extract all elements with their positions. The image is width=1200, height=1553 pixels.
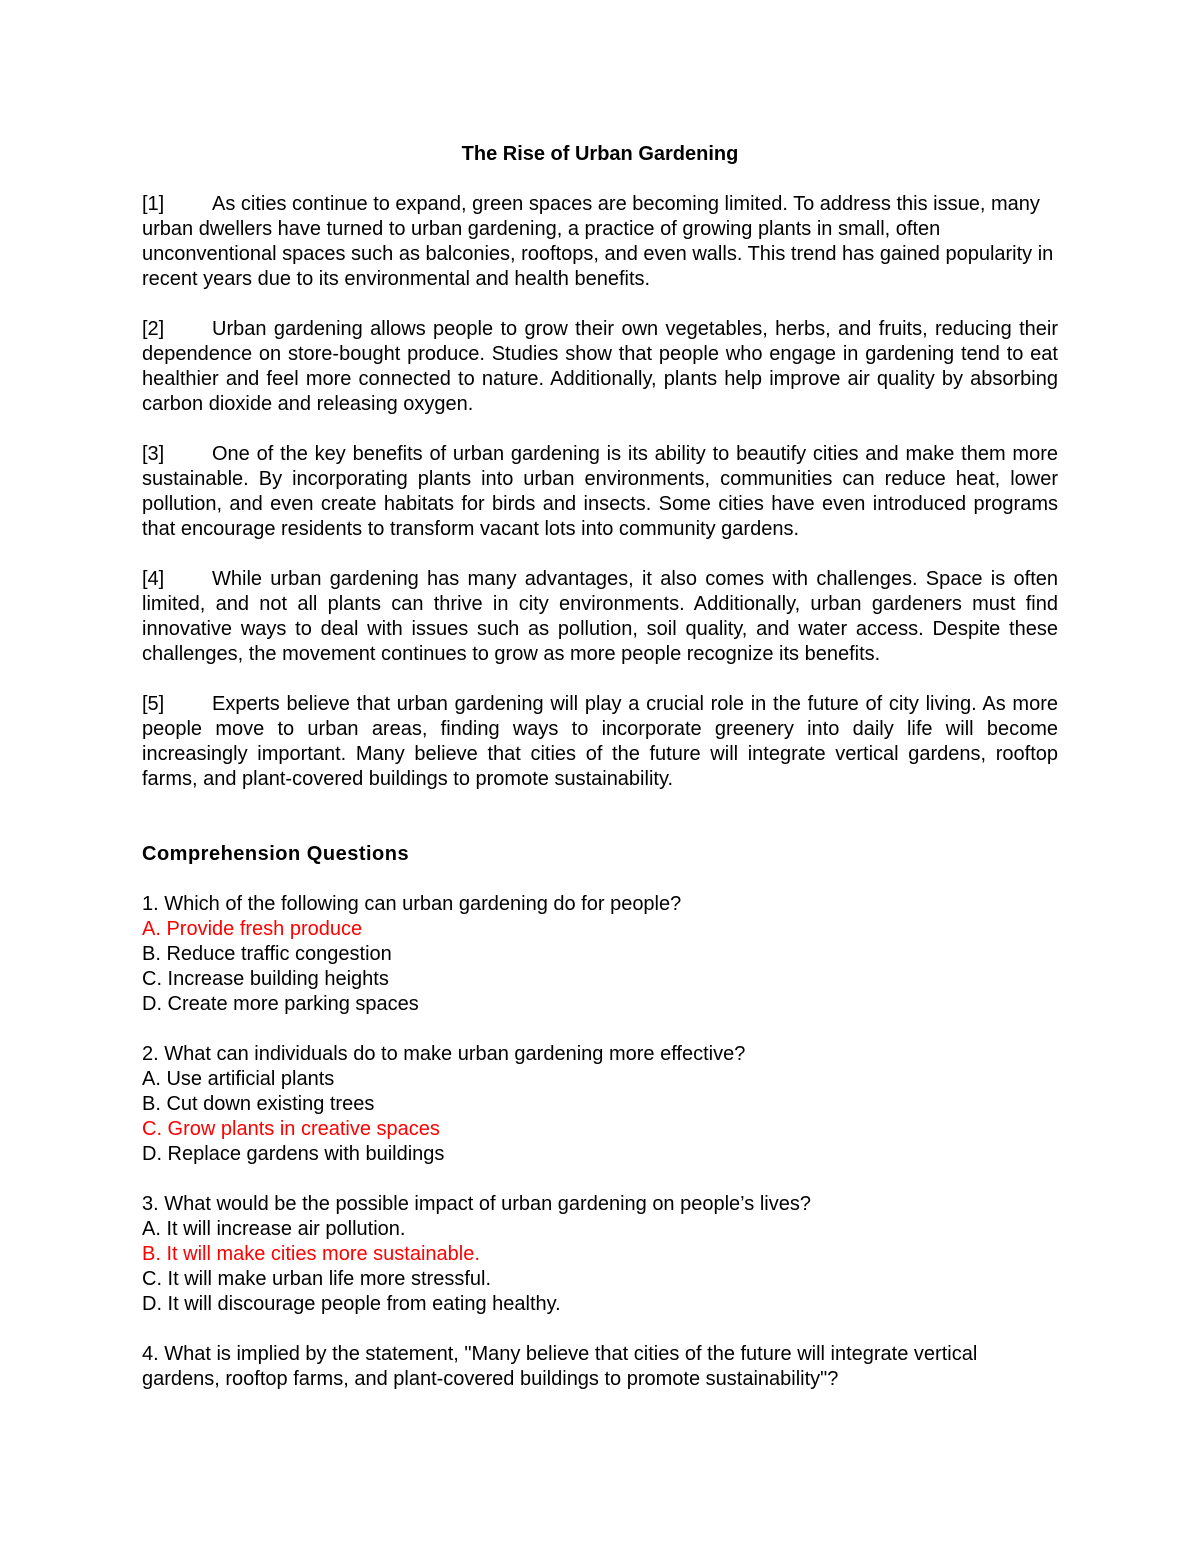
answer-option-correct: B. It will make cities more sustainable.	[142, 1243, 480, 1265]
document-title: The Rise of Urban Gardening	[461, 143, 739, 165]
paragraph-number: [1]	[142, 193, 165, 215]
paragraph-4	[142, 567, 1058, 667]
section-spacer	[142, 817, 1058, 842]
question-text: 4. What is implied by the statement, "Many believe that cities of the future will integrate vertical gardens, rooftop farms, and plant-covered buildings to promote sustainability"?	[142, 1343, 978, 1390]
answer-option: A. Use artificial plants	[142, 1068, 335, 1090]
question-2	[142, 1042, 1058, 1167]
answer-option: A. It will increase air pollution.	[142, 1218, 406, 1240]
paragraph-text: As cities continue to expand, green spaces are becoming limited. To address this issue, many urban dwellers have turned to urban gardening, a practice of growing plants in small, often unconventional spaces such as balconies, rooftops, and even walls. This trend has gained popularity in recent years due to its environmental and health benefits.	[142, 193, 1054, 290]
paragraph-number: [3]	[142, 443, 165, 465]
question-text: 2. What can individuals do to make urban gardening more effective?	[142, 1043, 746, 1065]
document-content	[142, 142, 1058, 1417]
paragraph-text: One of the key benefits of urban gardening is its ability to beautify cities and make them more sustainable. By incorporating plants into urban environments, communities can reduce heat, lower pollution, and even create habitats for birds and insects. Some cities have even introduced programs that encourage residents to transform vacant lots into community gardens.	[142, 443, 1058, 540]
answer-option: C. It will make urban life more stressful.	[142, 1268, 491, 1290]
question-3	[142, 1192, 1058, 1317]
answer-option-correct: C. Grow plants in creative spaces	[142, 1118, 440, 1140]
paragraph-text: Urban gardening allows people to grow their own vegetables, herbs, and fruits, reducing their dependence on store-bought produce. Studies show that people who engage in gardening tend to eat healthier and feel more connected to nature. Additionally, plants help improve air quality by absorbing carbon dioxide and releasing oxygen.	[142, 318, 1058, 415]
paragraph-2	[142, 317, 1058, 417]
question-4	[142, 1342, 1058, 1392]
paragraph-text: Experts believe that urban gardening will play a crucial role in the future of city living. As more people move to urban areas, finding ways to incorporate greenery into daily life will become increasingly important. Many believe that cities of the future will integrate vertical gardens, rooftop farms, and plant-covered buildings to promote sustainability.	[142, 693, 1058, 790]
answer-option: D. Replace gardens with buildings	[142, 1143, 445, 1165]
question-text: 1. Which of the following can urban gardening do for people?	[142, 893, 682, 915]
answer-option: D. Create more parking spaces	[142, 993, 419, 1015]
paragraph-3	[142, 442, 1058, 542]
answer-option: B. Reduce traffic congestion	[142, 943, 392, 965]
answer-option: C. Increase building heights	[142, 968, 389, 990]
answer-option-correct: A. Provide fresh produce	[142, 918, 363, 940]
paragraph-number: [4]	[142, 568, 165, 590]
paragraph-1	[142, 192, 1058, 292]
question-1	[142, 892, 1058, 1017]
paragraph-5	[142, 692, 1058, 792]
paragraph-number: [5]	[142, 693, 165, 715]
paragraph-text: While urban gardening has many advantages, it also comes with challenges. Space is often limited, and not all plants can thrive in city environments. Additionally, urban gardeners must find innovative ways to deal with issues such as pollution, soil quality, and water access. Despite these challenges, the movement continues to grow as more people recognize its benefits.	[142, 568, 1058, 665]
paragraph-number: [2]	[142, 318, 165, 340]
comprehension-heading: Comprehension Questions	[142, 843, 410, 865]
answer-option: D. It will discourage people from eating healthy.	[142, 1293, 561, 1315]
answer-option: B. Cut down existing trees	[142, 1093, 375, 1115]
question-text: 3. What would be the possible impact of urban gardening on people’s lives?	[142, 1193, 811, 1215]
